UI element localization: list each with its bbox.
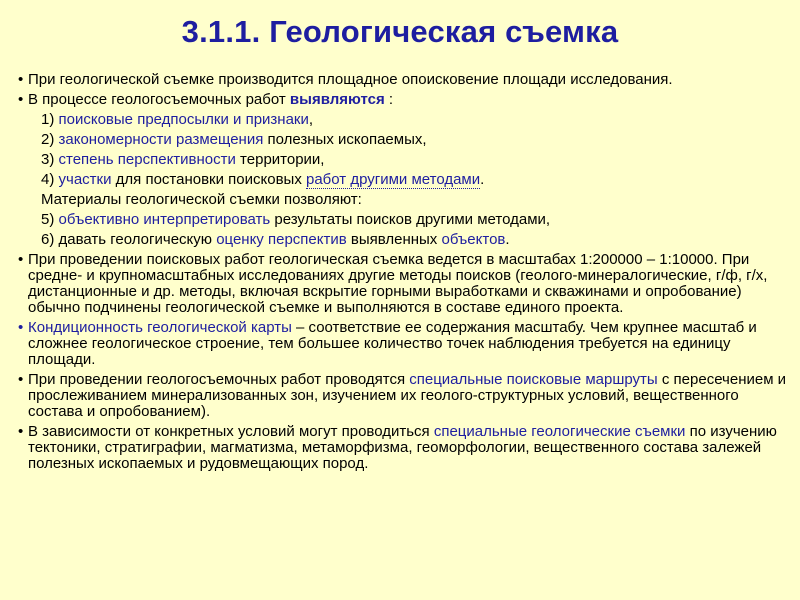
bullet-routes-pre: При проведении геологосъемочных работ проводятся [28, 371, 410, 388]
bullet-revealed [18, 92, 788, 108]
list-item-suffix: . [480, 171, 485, 188]
list-item-1 [18, 112, 788, 128]
bullet-dot: • [18, 319, 24, 336]
slide-title: 3.1.1. Геологическая съемка [181, 14, 619, 49]
bullet-intro [18, 72, 788, 88]
list-item-prefix: 1) [41, 111, 59, 128]
bullet-special-pre: В зависимости от конкретных условий могут проводиться [28, 423, 434, 440]
list-item-5 [18, 212, 788, 228]
list-item-keyword: оценку перспектив [216, 231, 347, 248]
bullet-revealed-pre: В процессе геологосъемочных работ [28, 91, 290, 108]
list-item-prefix: 4) [41, 171, 59, 188]
bullet-dot: • [18, 251, 24, 268]
bullet-dot: • [18, 423, 24, 440]
bullet-dot: • [18, 371, 24, 388]
list-item-2 [18, 132, 788, 148]
bullet-conditionality [18, 320, 788, 368]
bullet-routes-post: с пересечением и прослеживанием минерализованных зон, изучением их геолого-структурных условий, вещественного состава и опробованием). [28, 371, 787, 420]
bullet-dot: • [18, 71, 24, 88]
list-item-3 [18, 152, 788, 168]
bullet-special-post: по изучению тектоники, стратиграфии, магматизма, метаморфизма, геоморфологии, вещественного состава залежей полезных ископаемых и рудовмещающих пород. [28, 423, 777, 472]
list-item-keyword-2: объектов [441, 231, 506, 248]
bullet-revealed-keyword: выявляются [289, 91, 385, 108]
list-item-prefix: 2) [41, 131, 59, 148]
list-item-prefix: 5) [41, 211, 59, 228]
bullet-scales-text: При проведении поисковых работ геологическая съемка ведется в масштабах 1:200000 – 1:10000. При средне- и крупномасштабных исследованиях другие методы поисков (геолого-минералогические, г/ф, г/х, дистанционные и др. методы, включая вскрытие горными выработками и скважинами и опробование) обычно подчинены геологической съемке и выполняются в составе единого проекта. [28, 251, 768, 316]
list-item-keyword: поисковые предпосылки и признаки [58, 111, 309, 128]
list-item-keyword-2: работ другими методами [306, 171, 481, 188]
list-item-prefix: 3) [41, 151, 59, 168]
bullet-conditionality-keyword: Кондиционность геологической карты [28, 319, 292, 336]
list-item-keyword: объективно интерпретировать [58, 211, 271, 228]
list-item-suffix: . [505, 231, 510, 248]
bullet-conditionality-text: – соответствие ее содержания масштабу. Чем крупнее масштаб и сложнее геологическое строение, тем большее количество точек наблюдения требуется на единицу площади. [28, 319, 757, 368]
bullet-intro-text: При геологической съемке производится площадное опоисковение площади исследования. [28, 71, 673, 88]
list-item-suffix: полезных ископаемых, [263, 131, 427, 148]
bullet-special-surveys [18, 424, 788, 472]
list-item-prefix: 6) давать геологическую [41, 231, 217, 248]
bullet-routes-keyword: специальные поисковые маршруты [409, 371, 658, 388]
list-item-keyword: участки [58, 171, 112, 188]
bullet-dot: • [18, 91, 24, 108]
bullet-special-keyword: специальные геологические съемки [433, 423, 686, 440]
list-item-suffix: территории, [235, 151, 325, 168]
bullet-routes [18, 372, 788, 420]
slide-content [18, 72, 788, 476]
bullet-scales [18, 252, 788, 316]
list-item-4 [18, 172, 788, 188]
list-item-keyword: степень перспективности [58, 151, 236, 168]
list-item-suffix: , [308, 111, 314, 128]
list-item-6 [18, 232, 788, 248]
list-item-suffix: результаты поисков другими методами, [270, 211, 551, 228]
list-item-middle: выявленных [346, 231, 442, 248]
bullet-revealed-post: : [384, 91, 394, 108]
list-item-keyword: закономерности размещения [58, 131, 264, 148]
list-item-middle: для постановки поисковых [111, 171, 306, 188]
materials-line: Материалы геологической съемки позволяют: [41, 191, 362, 208]
